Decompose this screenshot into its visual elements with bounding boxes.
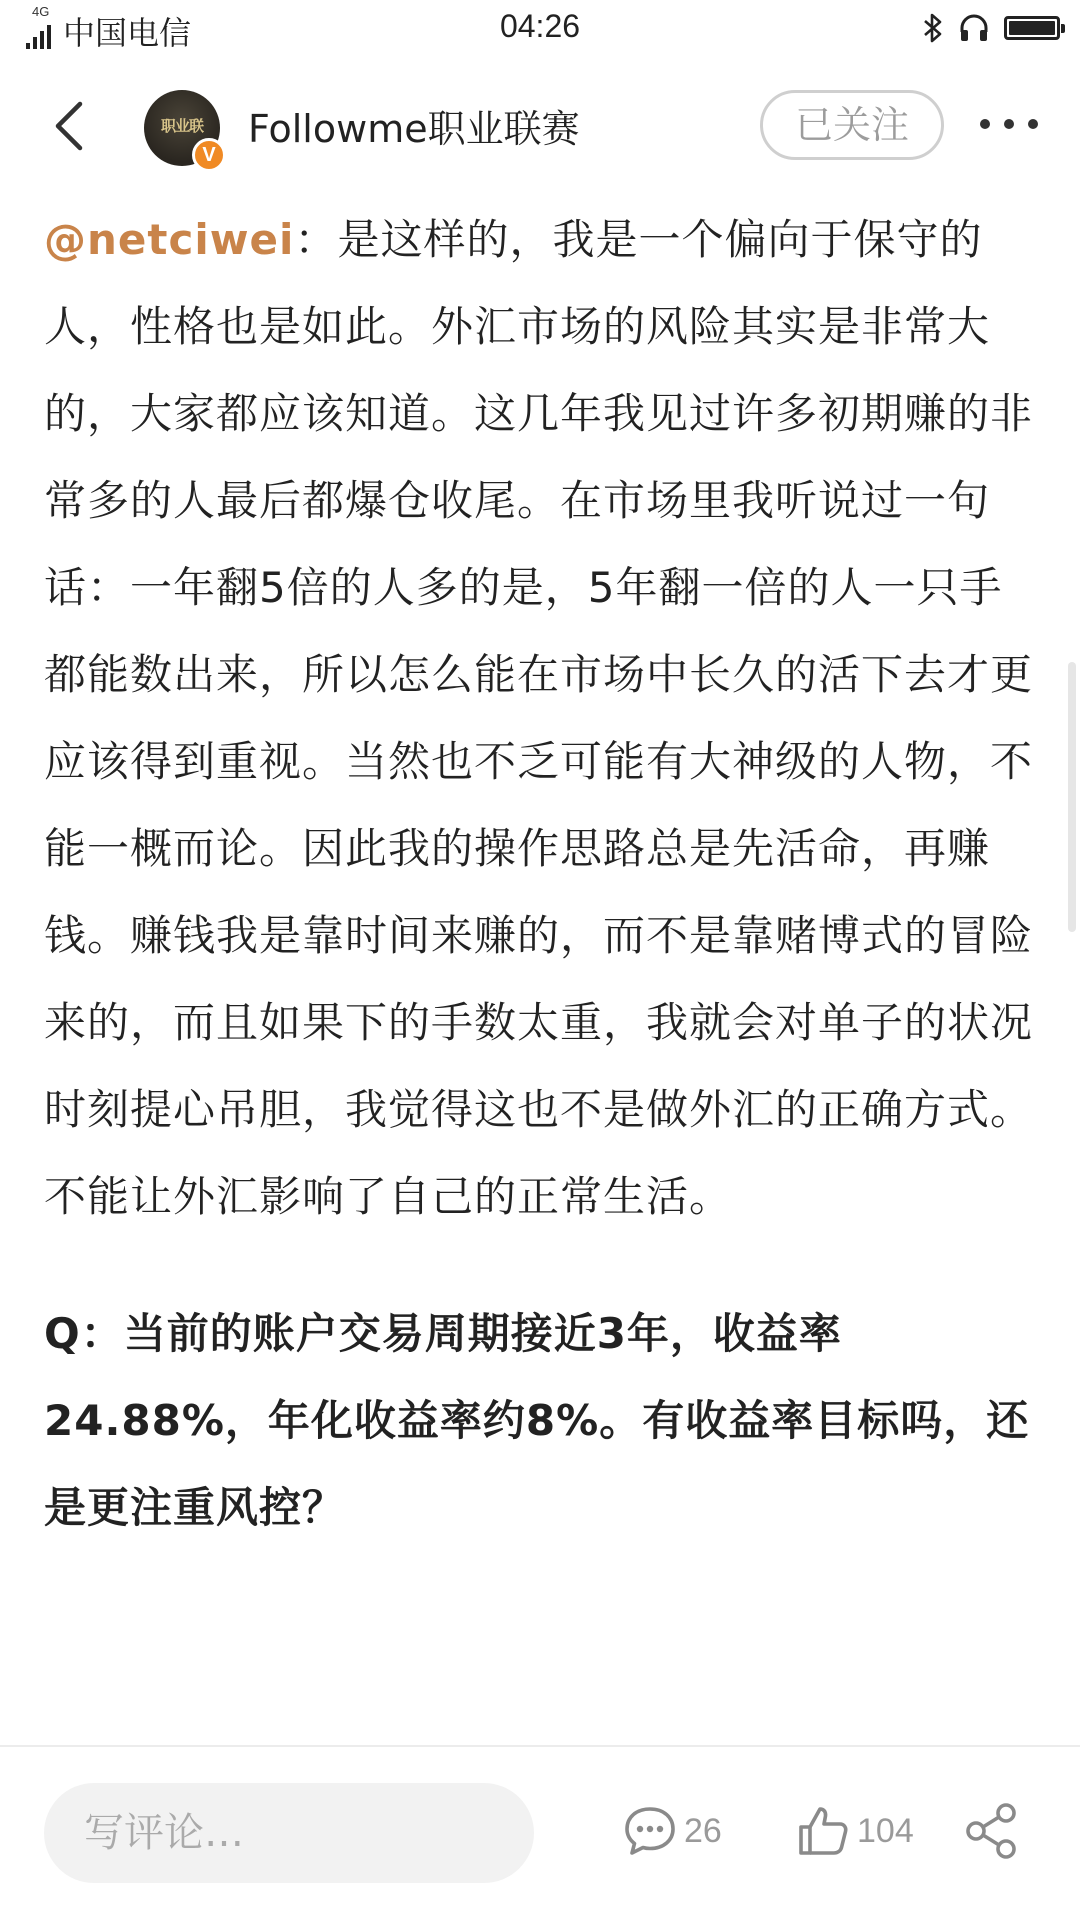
- comment-button[interactable]: [622, 1799, 722, 1863]
- carrier-name: 中国电信: [63, 14, 192, 52]
- like-count: 104: [857, 1811, 914, 1850]
- bottom-action-bar: [0, 1745, 1080, 1920]
- scroll-indicator[interactable]: [1068, 662, 1076, 932]
- article-header: [0, 66, 1080, 186]
- network-type: 4G: [32, 4, 50, 19]
- avatar[interactable]: [144, 90, 220, 166]
- question-heading: Q：当前的账户交易周期接近3年，收益率24.88%，年化收益率约8%。有收益率目标吗，还是更注重风控？: [44, 1309, 1030, 1532]
- comment-input[interactable]: [44, 1783, 534, 1883]
- more-dots-icon[interactable]: [974, 104, 1044, 144]
- status-time: 04:26: [499, 8, 581, 44]
- avatar-logo-text: 职业联: [160, 117, 203, 135]
- headphones-icon: [958, 12, 990, 44]
- account-name[interactable]: Followme职业联赛: [248, 107, 580, 151]
- status-right: [922, 12, 1060, 44]
- follow-button[interactable]: 已关注: [760, 90, 944, 160]
- thumbs-up-icon: [795, 1803, 851, 1859]
- user-mention-link[interactable]: @netciwei: [44, 215, 295, 264]
- comment-bubble-icon: [622, 1803, 678, 1859]
- back-arrow-icon[interactable]: [40, 94, 104, 158]
- share-icon[interactable]: [962, 1801, 1022, 1861]
- bluetooth-icon: [922, 12, 944, 44]
- answer-paragraph: [44, 196, 1044, 1240]
- like-button[interactable]: [795, 1799, 914, 1863]
- comment-count: 26: [684, 1811, 722, 1850]
- status-bar: [0, 0, 1080, 56]
- answer-text: ：是这样的，我是一个偏向于保守的人，性格也是如此。外汇市场的风险其实是非常大的，大家都应该知道。这几年我见过许多初期赚的非常多的人最后都爆仓收尾。在市场里我听说过一句话：一年翻5倍的人多的是，5年翻一倍的人一只手都能数出来，所以怎么能在市场中长久的活下去才更应该得到重视。当然也不乏可能有大神级的人物，不能一概而论。因此我的操作思路总是先活命，再赚钱。赚钱我是靠时间来赚的，而不是靠赌博式的冒险来的，而且如果下的手数太重，我就会对单子的状况时刻提心吊胆，我觉得这也不是做外汇的正确方式。不能让外汇影响了自己的正常生活。: [44, 215, 1034, 1221]
- battery-icon: [1004, 16, 1060, 40]
- battery-level: [1009, 21, 1055, 35]
- article-body: [44, 196, 1044, 1741]
- verified-v-icon: V: [192, 138, 226, 172]
